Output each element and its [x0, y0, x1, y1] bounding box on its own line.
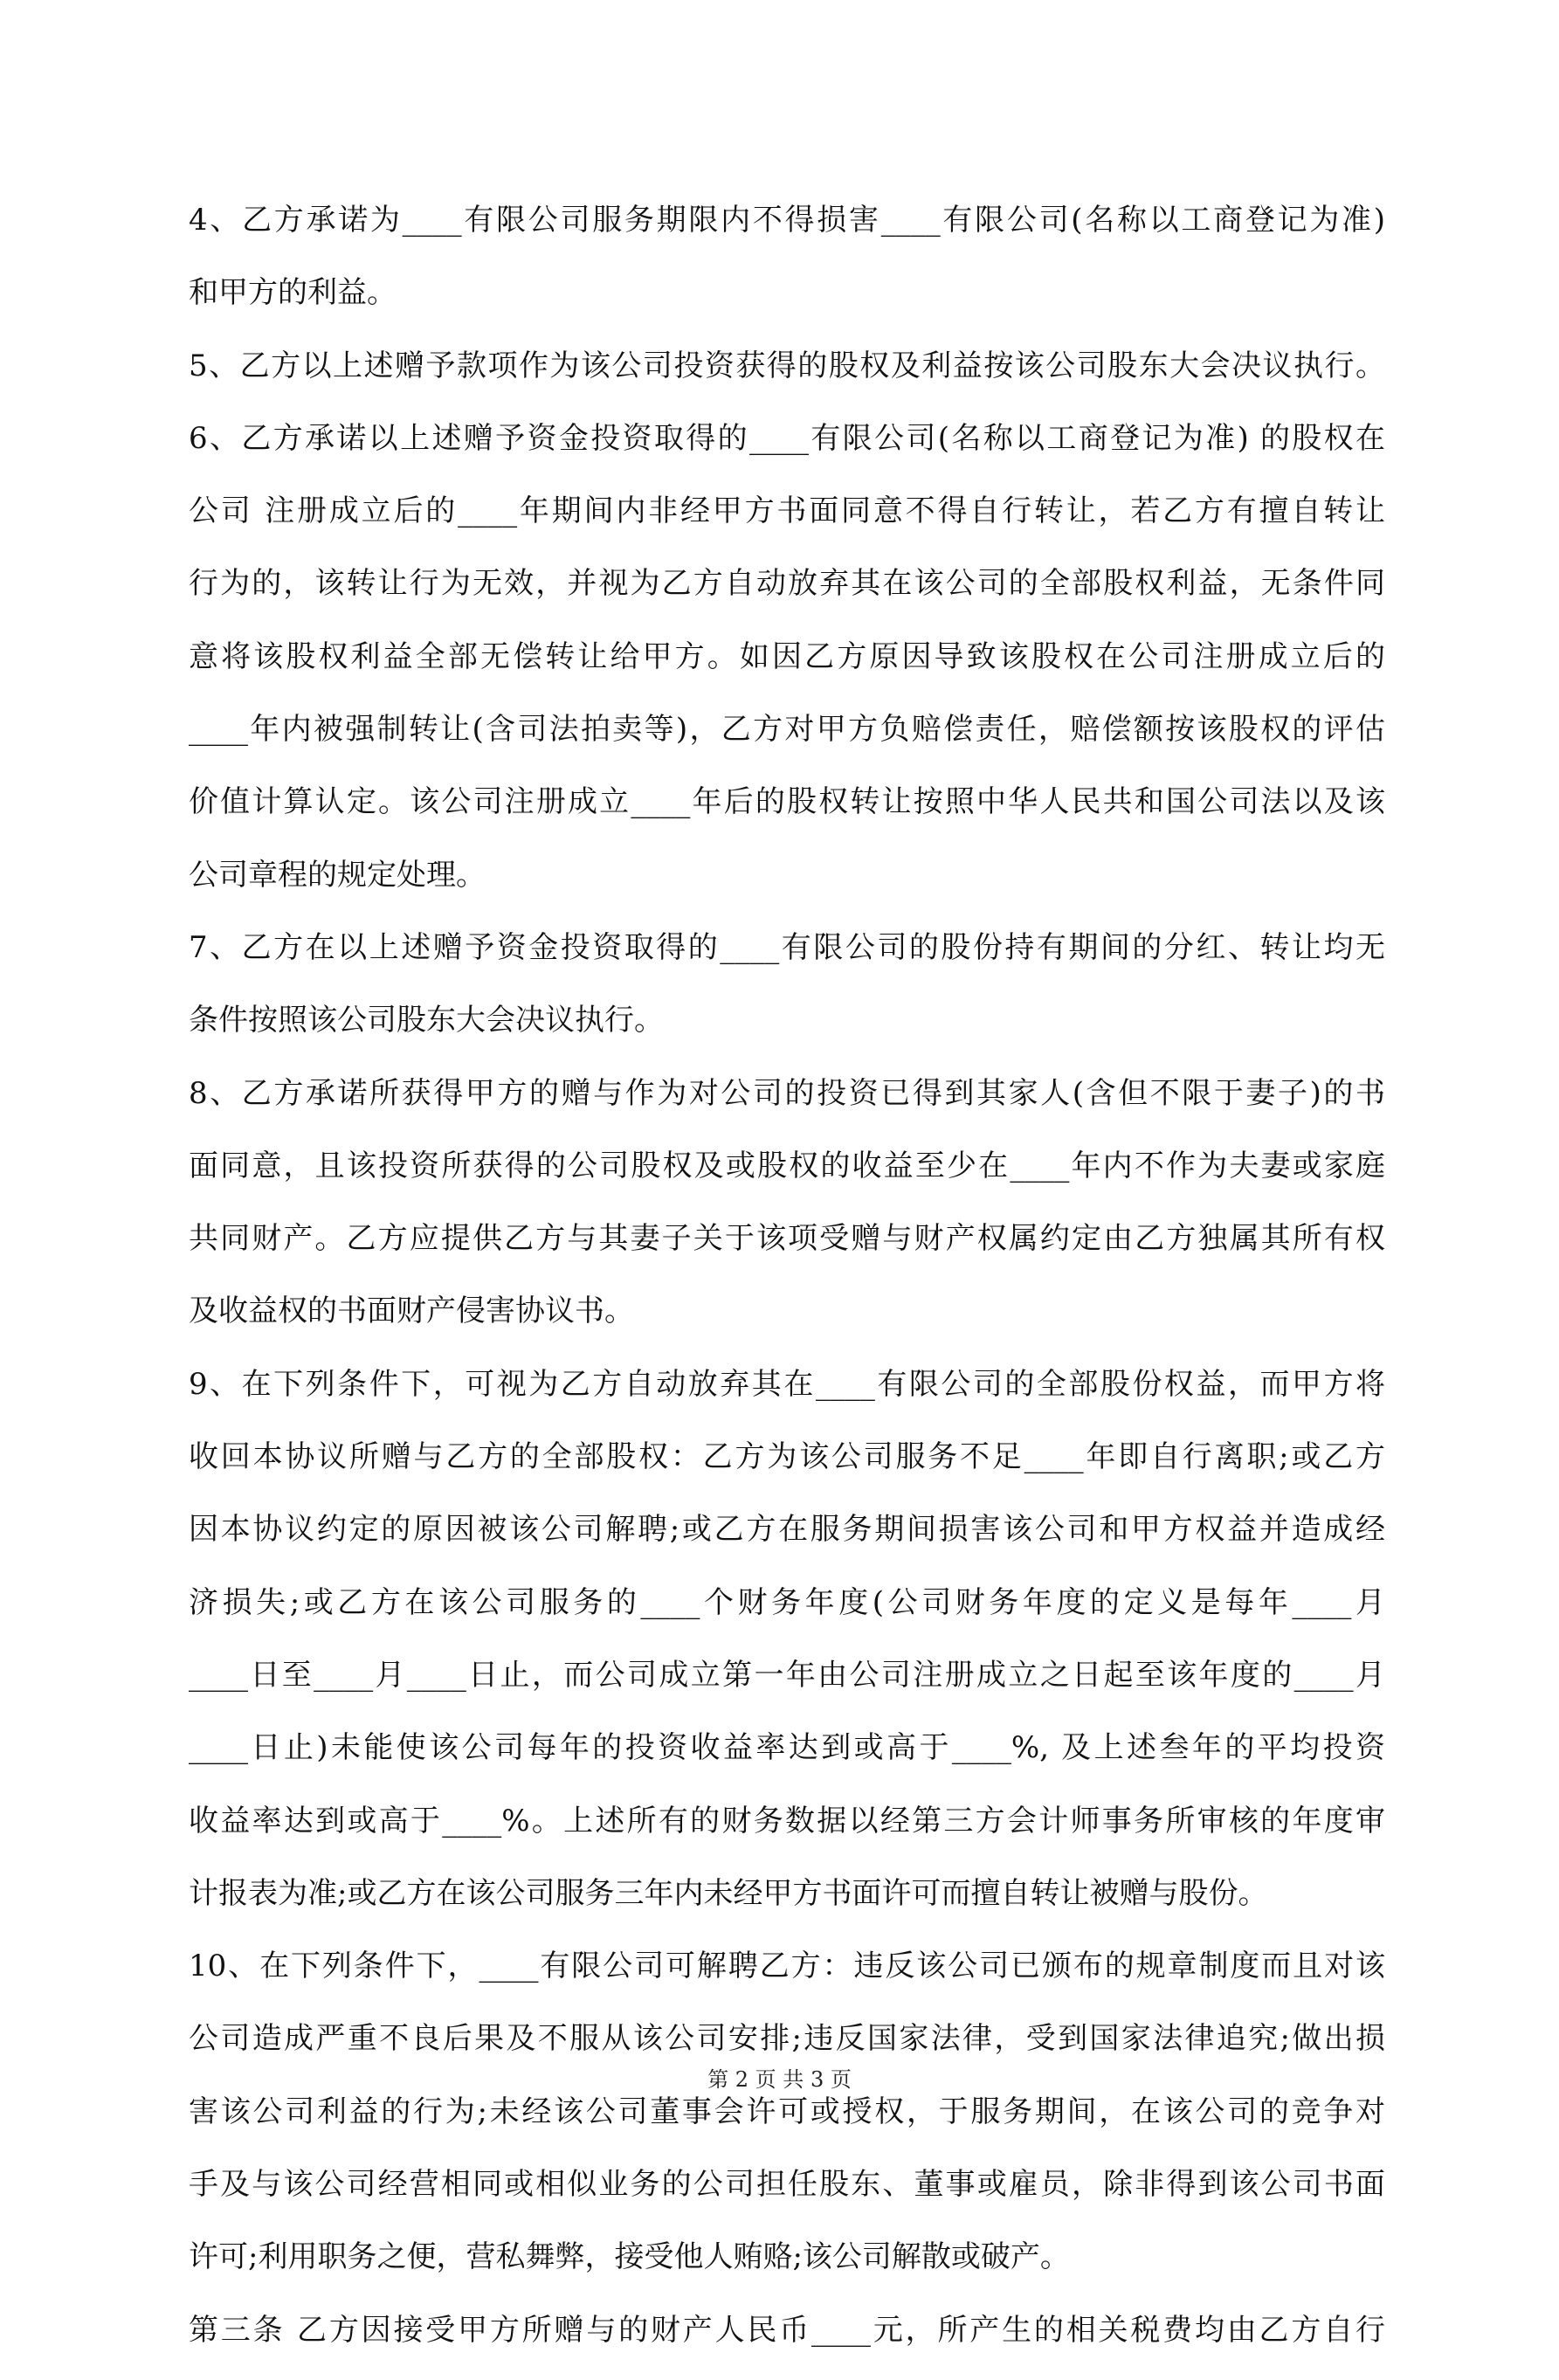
clause-6-line-3: 行为的，该转让行为无效，并视为乙方自动放弃其在该公司的全部股权利益，无条件同 [189, 566, 1385, 602]
clause-7-line-2: 条件按照该公司股东大会决议执行。 [189, 1003, 664, 1038]
clause-9-line-4: 济损失;或乙方在该公司服务的____个财务年度(公司财务年度的定义是每年____月 [189, 1584, 1385, 1620]
clause-6-line-1: 6、乙方承诺以上述赠予资金投资取得的____有限公司(名称以工商登记为准) 的股权在 [189, 420, 1385, 456]
clause-8-line-1: 8、乙方承诺所获得甲方的赠与作为对公司的投资已得到其家人(含但不限于妻子)的书 [189, 1075, 1385, 1111]
page-number: 第 2 页 共 3 页 [707, 2067, 852, 2092]
clause-8-line-3: 共同财产。乙方应提供乙方与其妻子关于该项受赠与财产权属约定由乙方独属其所有权 [189, 1221, 1385, 1257]
clause-10-line-4: 手及与该公司经营相同或相似业务的公司担任股东、董事或雇员，除非得到该公司书面 [189, 2167, 1385, 2203]
clause-4-line-2: 和甲方的利益。 [189, 275, 397, 311]
clause-10-line-2: 公司造成严重不良后果及不服从该公司安排;违反国家法律，受到国家法律追究;做出损 [189, 2021, 1385, 2057]
clause-7-line-1: 7、乙方在以上述赠予资金投资取得的____有限公司的股份持有期间的分红、转让均无 [189, 929, 1385, 965]
clause-10-line-3: 害该公司利益的行为;未经该公司董事会许可或授权，于服务期间，在该公司的竞争对 [189, 2094, 1385, 2129]
clause-4-line-1: 4、乙方承诺为____有限公司服务期限内不得损害____有限公司(名称以工商登记为准) [189, 203, 1385, 238]
clause-6-line-4: 意将该股权利益全部无偿转让给甲方。如因乙方原因导致该股权在公司注册成立后的 [189, 638, 1385, 674]
clause-9-line-5: ____日至____月____日止，而公司成立第一年由公司注册成立之日起至该年度的____月 [189, 1657, 1385, 1693]
clause-9-line-7: 收益率达到或高于____%。上述所有的财务数据以经第三方会计师事务所审核的年度审 [189, 1803, 1385, 1838]
document-body [189, 197, 1385, 2380]
clause-6-line-5: ____年内被强制转让(含司法拍卖等)，乙方对甲方负赔偿责任，赔偿额按该股权的评估 [189, 712, 1385, 748]
clause-10-line-5: 许可;利用职务之便，营私舞弊，接受他人贿赂;该公司解散或破产。 [189, 2239, 1070, 2275]
clause-8-line-2: 面同意，且该投资所获得的公司股权及或股权的收益至少在____年内不作为夫妻或家庭 [189, 1148, 1385, 1183]
clause-6-line-7: 公司章程的规定处理。 [189, 857, 486, 893]
clause-9-line-8: 计报表为准;或乙方在该公司服务三年内未经甲方书面许可而擅自转让被赠与股份。 [189, 1875, 1268, 1911]
clause-9-line-1: 9、在下列条件下，可视为乙方自动放弃其在____有限公司的全部股份权益，而甲方将 [189, 1366, 1385, 1402]
clause-9-line-3: 因本协议约定的原因被该公司解聘;或乙方在服务期间损害该公司和甲方权益并造成经 [189, 1512, 1385, 1548]
clause-9-line-2: 收回本协议所赠与乙方的全部股权：乙方为该公司服务不足____年即自行离职;或乙方 [189, 1439, 1385, 1475]
clause-6-line-2: 公司 注册成立后的____年期间内非经甲方书面同意不得自行转让，若乙方有擅自转让 [189, 493, 1385, 529]
clause-10-line-1: 10、在下列条件下，____有限公司可解聘乙方：违反该公司已颁布的规章制度而且对该 [189, 1949, 1385, 1984]
clause-5-line-1: 5、乙方以上述赠予款项作为该公司投资获得的股权及利益按该公司股东大会决议执行。 [189, 348, 1385, 383]
article-3-line-1: 第三条 乙方因接受甲方所赠与的财产人民币____元，所产生的相关税费均由乙方自行 [189, 2312, 1385, 2348]
clause-8-line-4: 及收益权的书面财产侵害协议书。 [189, 1293, 634, 1329]
clause-6-line-6: 价值计算认定。该公司注册成立____年后的股权转让按照中华人民共和国公司法以及该 [189, 784, 1385, 820]
clause-9-line-6: ____日止)未能使该公司每年的投资收益率达到或高于____%, 及上述叁年的平均投资 [189, 1730, 1385, 1766]
